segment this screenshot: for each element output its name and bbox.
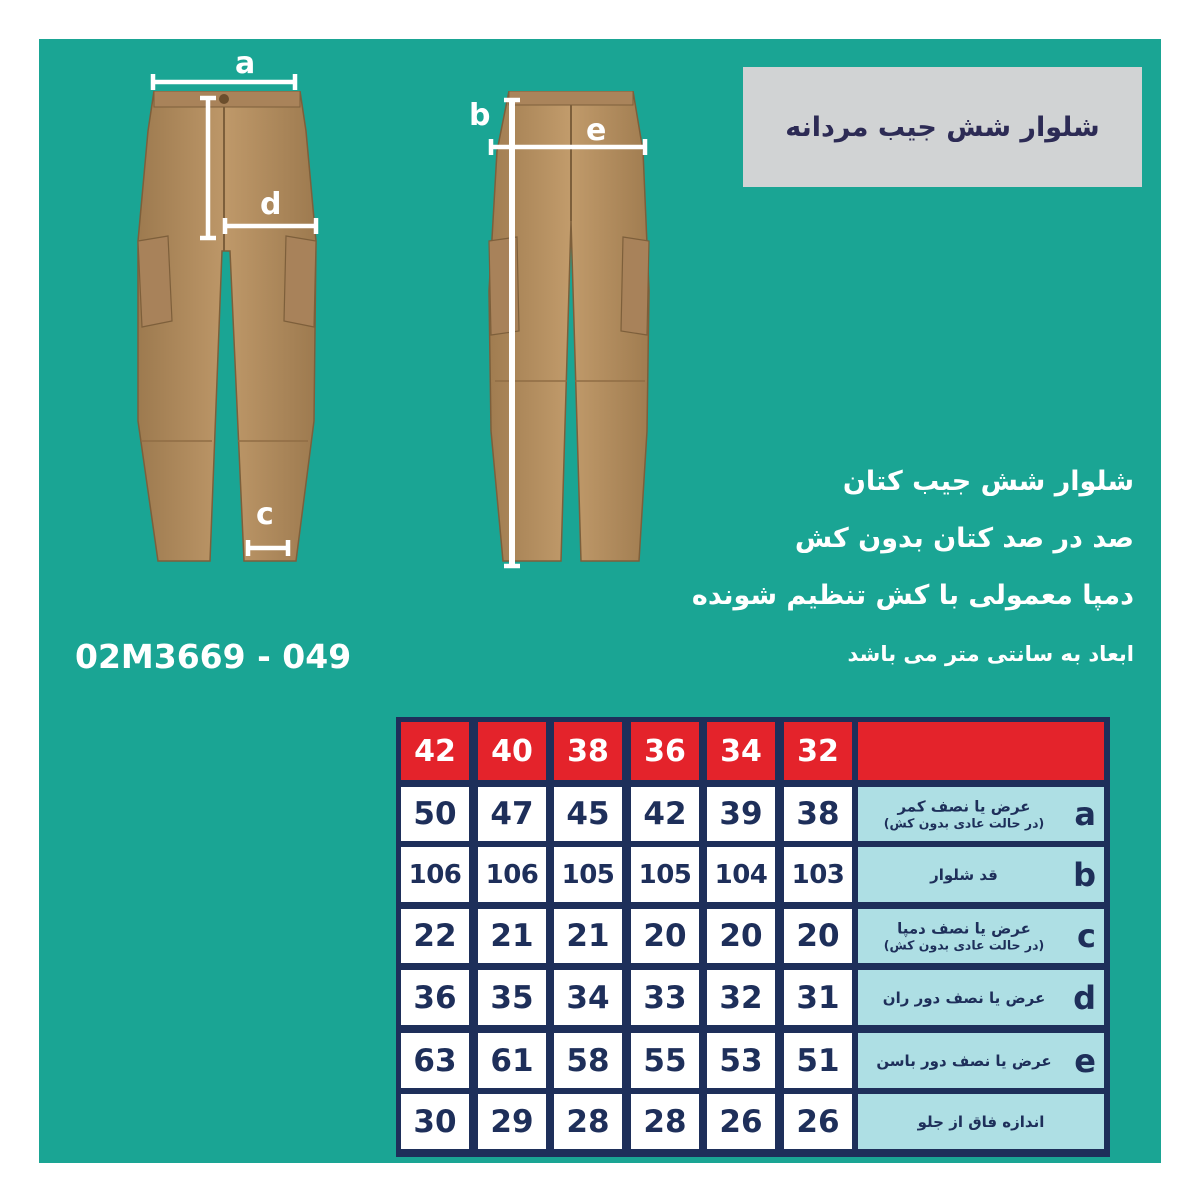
row-label-cell (858, 847, 1104, 902)
title-box (743, 67, 1142, 187)
size-header-cell: 40 (478, 722, 546, 780)
table-value-cell: 63 (401, 1033, 469, 1088)
measure-label-d: d (260, 187, 282, 222)
table-value-cell: 104 (707, 847, 775, 902)
table-value-cell: 20 (707, 909, 775, 963)
header-label-cell (858, 722, 1104, 780)
size-header-cell: 42 (401, 722, 469, 780)
size-guide-panel (39, 39, 1161, 1163)
measure-label-c: c (256, 497, 274, 532)
table-value-cell: 28 (631, 1094, 699, 1149)
row-label: اندازه فاق از جلو (917, 1112, 1045, 1131)
table-value-cell: 20 (784, 909, 852, 963)
row-sublabel: (در حالت عادی بدون کش) (883, 937, 1045, 953)
table-value-cell: 53 (707, 1033, 775, 1088)
description-line-4: ابعاد به سانتی متر می باشد (847, 642, 1134, 666)
row-letter: c (1077, 917, 1096, 955)
size-table (396, 717, 1110, 1157)
description-line-3: دمپا معمولی با کش تنظیم شونده (691, 580, 1134, 611)
row-letter: e (1074, 1041, 1096, 1080)
table-value-cell: 30 (401, 1094, 469, 1149)
size-header-cell: 38 (554, 722, 622, 780)
table-value-cell: 26 (784, 1094, 852, 1149)
table-value-cell: 105 (631, 847, 699, 902)
size-header-cell: 34 (707, 722, 775, 780)
row-letter: a (1074, 795, 1096, 833)
table-value-cell: 103 (784, 847, 852, 902)
size-header-cell: 32 (784, 722, 852, 780)
table-value-cell: 35 (478, 970, 546, 1025)
table-value-cell: 26 (707, 1094, 775, 1149)
measure-label-a: a (235, 46, 256, 81)
row-label: عرض یا نصف کمر (897, 797, 1031, 816)
row-letter: b (1073, 855, 1096, 894)
row-label-cell (858, 970, 1104, 1025)
table-value-cell: 34 (554, 970, 622, 1025)
model-code: 02M3669 - 049 (75, 637, 352, 676)
table-value-cell: 21 (478, 909, 546, 963)
table-value-cell: 33 (631, 970, 699, 1025)
row-label-cell (858, 1033, 1104, 1088)
row-letter: d (1073, 978, 1096, 1017)
table-value-cell: 50 (401, 787, 469, 841)
table-value-cell: 55 (631, 1033, 699, 1088)
table-value-cell: 45 (554, 787, 622, 841)
row-label: عرض یا نصف دمپا (897, 919, 1031, 938)
row-label: عرض یا نصف دور ران (882, 988, 1046, 1007)
row-label: قد شلوار (930, 865, 998, 884)
size-header-cell: 36 (631, 722, 699, 780)
table-value-cell: 42 (631, 787, 699, 841)
table-value-cell: 31 (784, 970, 852, 1025)
table-value-cell: 47 (478, 787, 546, 841)
table-value-cell: 105 (554, 847, 622, 902)
table-value-cell: 21 (554, 909, 622, 963)
table-value-cell: 106 (478, 847, 546, 902)
row-label-cell (858, 909, 1104, 963)
table-value-cell: 32 (707, 970, 775, 1025)
table-value-cell: 61 (478, 1033, 546, 1088)
description-line-1: شلوار شش جیب کتان (842, 466, 1134, 497)
table-value-cell: 39 (707, 787, 775, 841)
row-sublabel: (در حالت عادی بدون کش) (883, 815, 1045, 831)
row-label-cell (858, 1094, 1104, 1149)
row-label: عرض یا نصف دور باسن (876, 1051, 1052, 1070)
table-value-cell: 29 (478, 1094, 546, 1149)
table-value-cell: 20 (631, 909, 699, 963)
table-value-cell: 22 (401, 909, 469, 963)
measure-label-b: b (469, 98, 491, 133)
page-title: شلوار شش جیب مردانه (785, 111, 1100, 143)
table-value-cell: 36 (401, 970, 469, 1025)
table-value-cell: 106 (401, 847, 469, 902)
table-value-cell: 51 (784, 1033, 852, 1088)
table-value-cell: 58 (554, 1033, 622, 1088)
table-value-cell: 28 (554, 1094, 622, 1149)
description-line-2: صد در صد کتان بدون کش (794, 523, 1134, 554)
table-value-cell: 38 (784, 787, 852, 841)
row-label-cell (858, 787, 1104, 841)
measure-label-e: e (586, 113, 607, 148)
